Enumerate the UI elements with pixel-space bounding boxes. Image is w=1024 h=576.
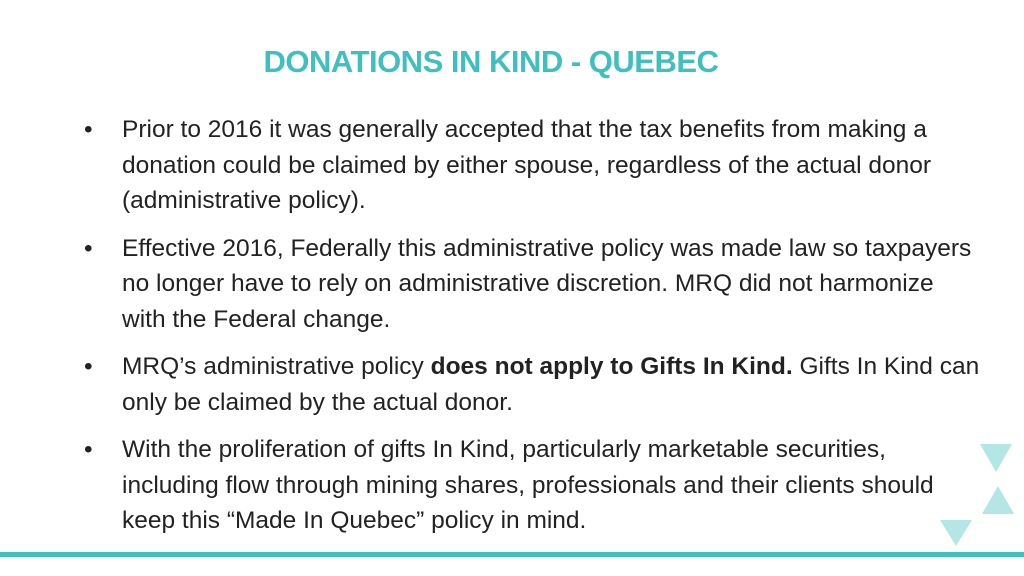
bullet-item (80, 112, 980, 219)
bullet-list (80, 112, 980, 551)
bullet-item (80, 432, 980, 539)
bullet-text-pre: MRQ’s administrative policy (122, 353, 431, 380)
bullet-text-post: Gifts In Kind can only be claimed by the actual donor. (122, 353, 980, 416)
bullet-dot: • (84, 353, 93, 380)
bullet-text: Prior to 2016 it was generally accepted that the tax benefits from making a donation could be claimed by either spouse, regardless of the actual donor (administrative policy). (122, 116, 932, 214)
triangle-down-icon (940, 520, 972, 546)
bullet-text: Effective 2016, Federally this administrative policy was made law so taxpayers no longer have to rely on administrative discretion. MRQ did not harmonize with the Federal change. (122, 234, 972, 333)
bullet-dot: • (84, 436, 93, 463)
bullet-dot: • (84, 234, 93, 262)
bullet-dot: • (84, 116, 93, 143)
bullet-item (80, 349, 980, 420)
bullet-text: With the proliferation of gifts In Kind, particularly marketable securities, including flow through mining shares, professionals and their clients should keep this “Made In Quebec” policy in mind. (122, 436, 934, 534)
slide-title: DONATIONS IN KIND - QUEBEC (263, 44, 719, 79)
bottom-accent-line (0, 552, 1024, 557)
triangle-down-icon (980, 444, 1012, 472)
triangle-up-icon (982, 486, 1014, 514)
bullet-item (80, 231, 980, 338)
bullet-text-emphasis: does not apply to Gifts In Kind. (430, 353, 793, 380)
